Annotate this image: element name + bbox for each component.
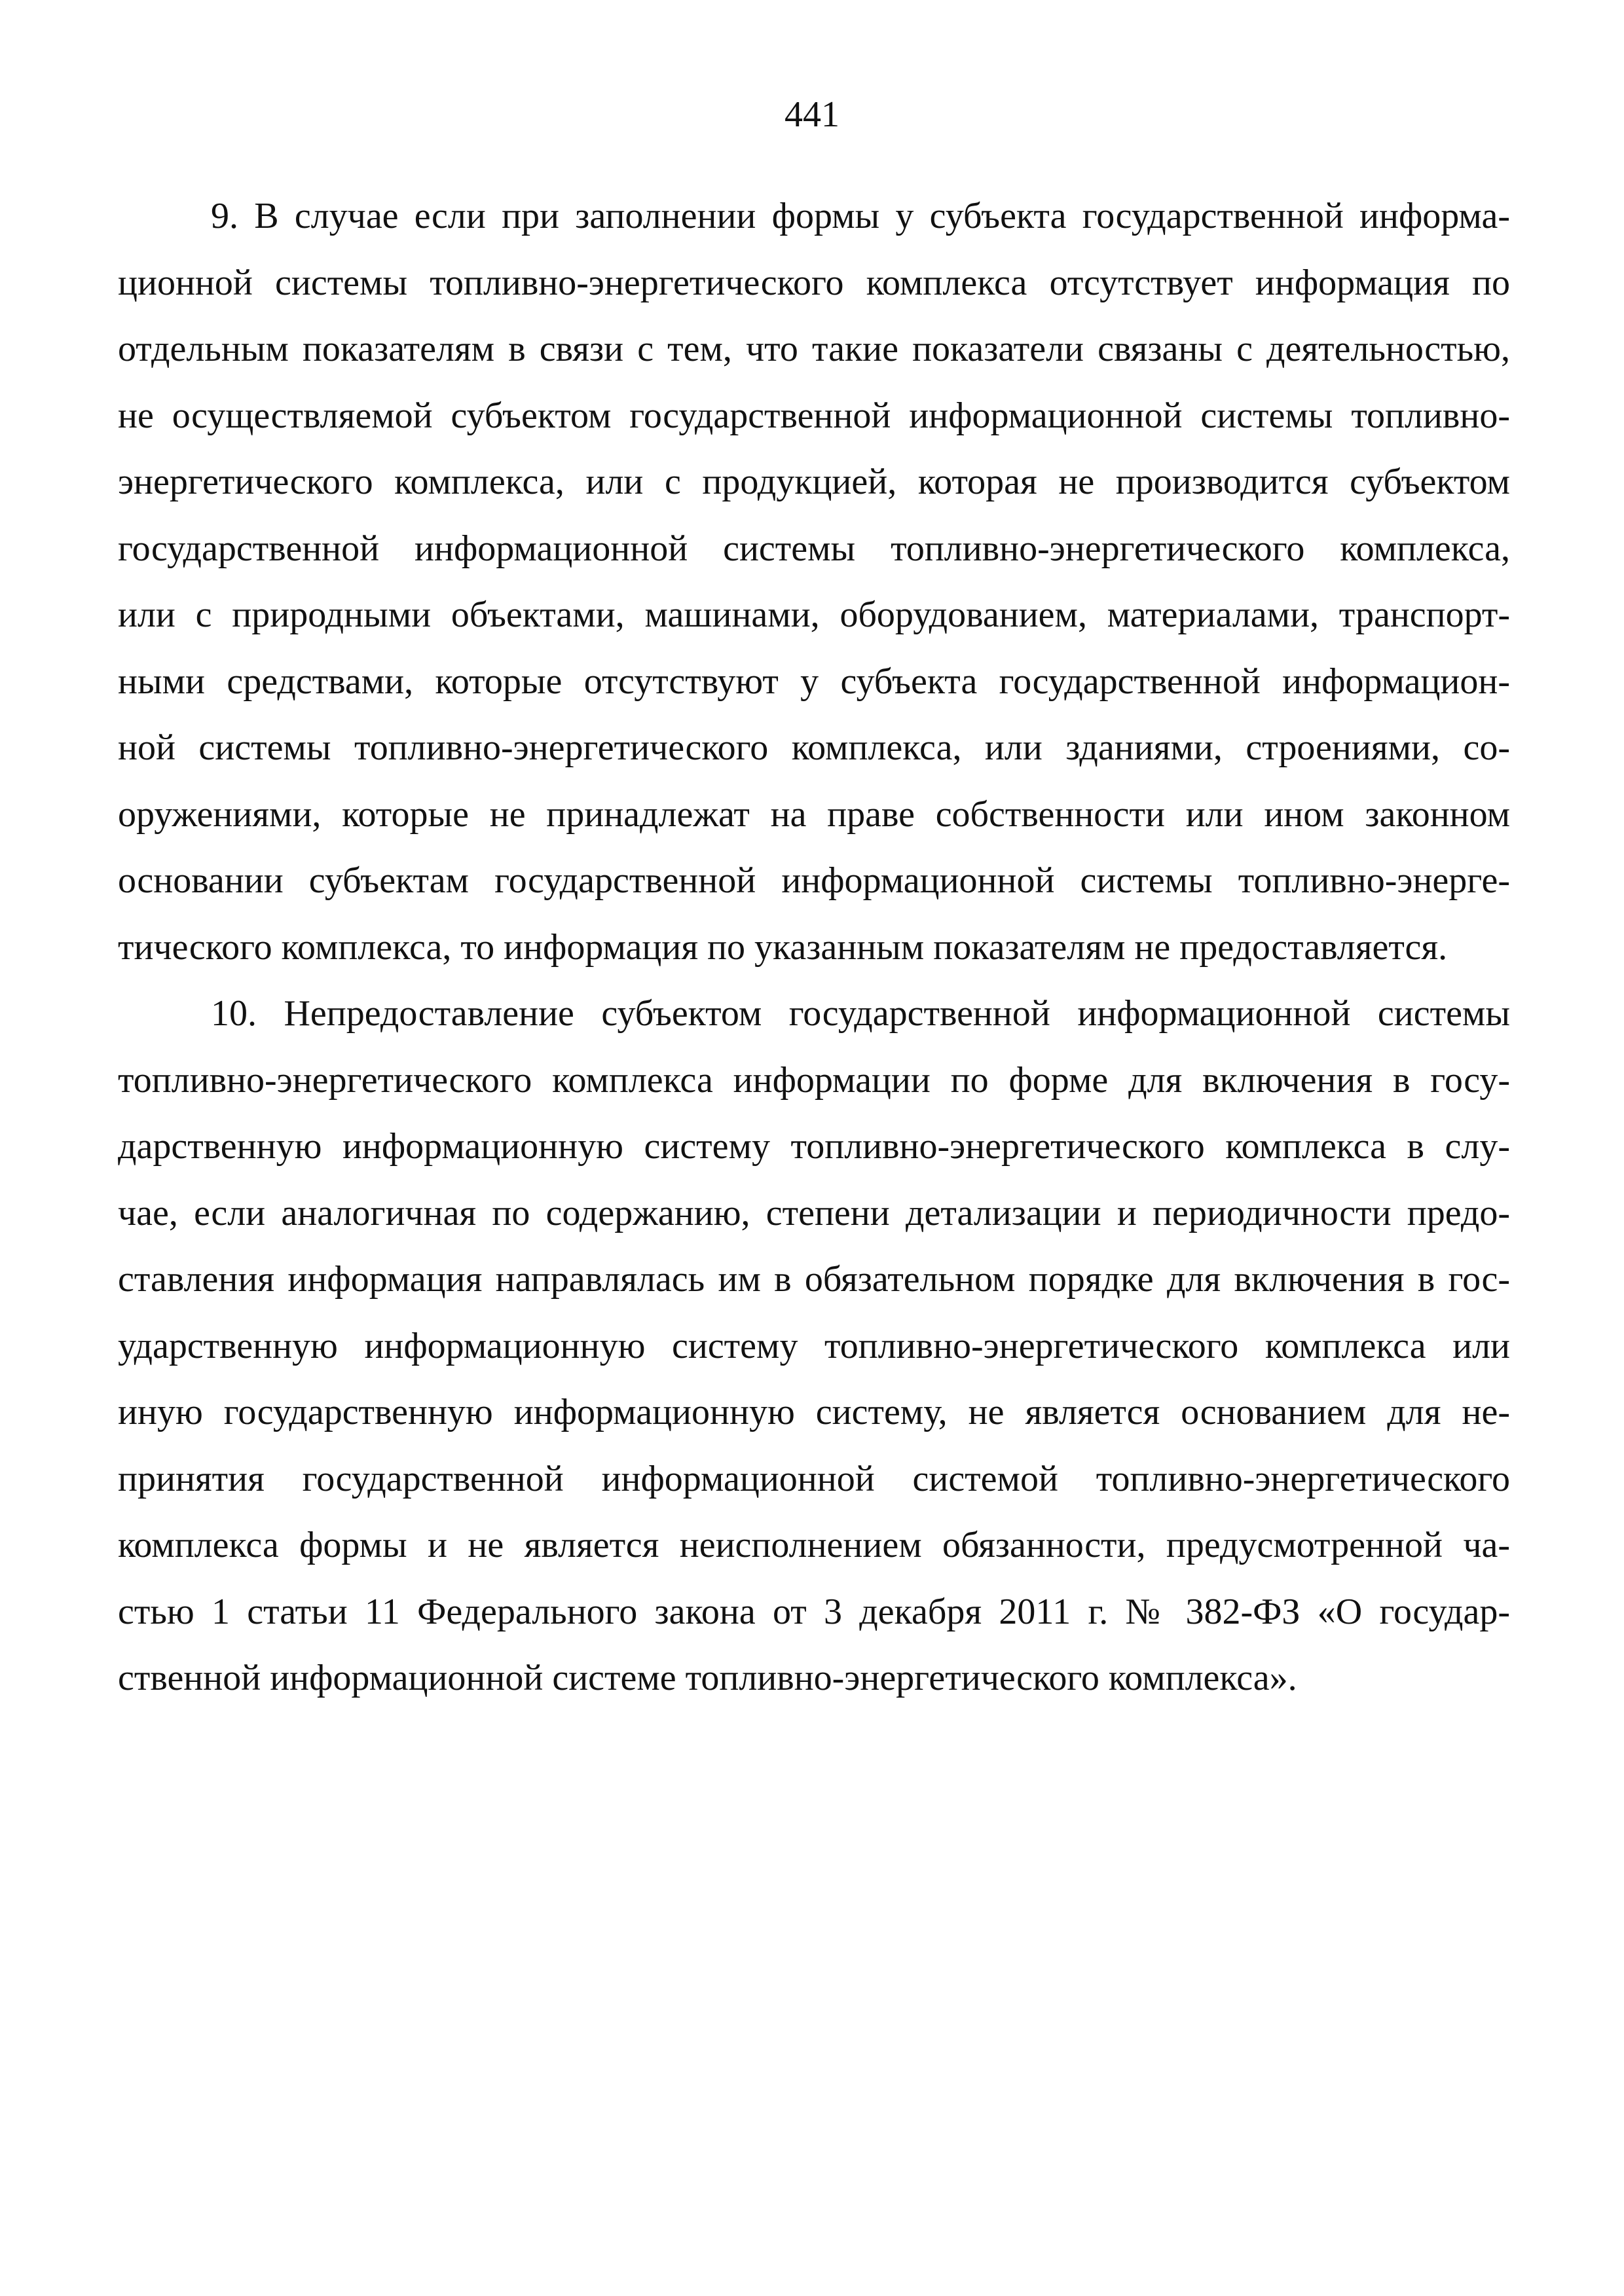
text-line: комплекса формы и не является неисполнением обязанности, предусмотренной ча- — [118, 1525, 1510, 1565]
text-line: не осуществляемой субъектом государственной информационной системы топливно- — [118, 395, 1510, 436]
text-line: топливно-энергетического комплекса информации по форме для включения в госу- — [118, 1059, 1510, 1101]
paragraph-9 — [118, 183, 1510, 981]
text-line: принятия государственной информационной системой топливно-энергетического — [118, 1458, 1510, 1499]
page-number: 441 — [784, 94, 840, 135]
text-line: ционной системы топливно-энергетического комплекса отсутствует информация по — [118, 262, 1510, 303]
text-line: иную государственную информационную систему, не является основанием для не- — [118, 1392, 1510, 1432]
text-line: отдельным показателям в связи с тем, что такие показатели связаны с деятельностью, — [118, 329, 1510, 369]
text-line: ной системы топливно-энергетического комплекса, или зданиями, строениями, со- — [118, 727, 1510, 768]
text-line: государственной информационной системы топливно-энергетического комплекса, — [118, 528, 1510, 569]
paragraph-10 — [118, 981, 1510, 1712]
text-line: тического комплекса, то информация по указанным показателям не предоставляется. — [118, 926, 1448, 968]
text-line: ственной информационной системе топливно-энергетического комплекса». — [118, 1658, 1297, 1698]
text-line: ставления информация направлялась им в обязательном порядке для включения в гос- — [118, 1259, 1510, 1300]
text-line: ными средствами, которые отсутствуют у субъекта государственной информацион- — [118, 661, 1510, 702]
text-line: дарственную информационную систему топливно-энергетического комплекса в слу- — [118, 1126, 1510, 1167]
text-line: чае, если аналогичная по содержанию, степени детализации и периодичности предо- — [118, 1192, 1510, 1233]
text-line: энергетического комплекса, или с продукцией, которая не производится субъектом — [118, 462, 1510, 502]
text-line: или с природными объектами, машинами, оборудованием, материалами, транспорт- — [118, 594, 1510, 635]
text-line: 10. Непредоставление субъектом государственной информационной системы — [211, 993, 1510, 1034]
text-line: 9. В случае если при заполнении формы у субъекта государственной информа- — [211, 196, 1510, 236]
text-line: основании субъектам государственной информационной системы топливно-энерге- — [118, 860, 1510, 901]
text-line: стью 1 статьи 11 Федерального закона от 3 декабря 2011 г. № 382-ФЗ «О государ- — [118, 1591, 1510, 1632]
text-line: оружениями, которые не принадлежат на праве собственности или ином законном — [118, 793, 1510, 835]
text-line: ударственную информационную систему топливно-энергетического комплекса или — [118, 1325, 1510, 1366]
document-body — [118, 183, 1510, 1712]
